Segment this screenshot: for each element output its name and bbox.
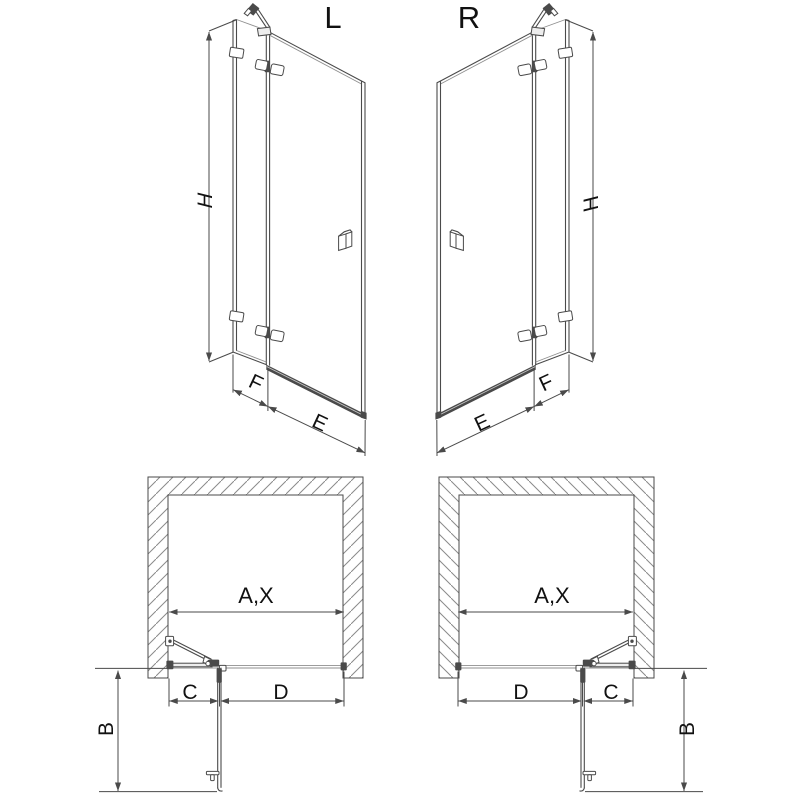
dim-label-height-right: H bbox=[579, 193, 603, 215]
plan-view-right bbox=[439, 477, 707, 792]
view-label-right: R bbox=[457, 0, 481, 35]
dim-label-d-left: D bbox=[273, 681, 289, 704]
dim-label-opening-right: A,X bbox=[534, 583, 570, 608]
dim-label-b-right: B bbox=[676, 721, 699, 737]
perspective-view-right bbox=[435, 0, 603, 456]
dim-label-fixed-left: F bbox=[245, 369, 267, 397]
dim-label-opening-left: A,X bbox=[238, 583, 274, 608]
dim-label-c-left: C bbox=[182, 681, 198, 704]
perspective-view-left bbox=[193, 0, 366, 456]
view-label-left: L bbox=[324, 0, 342, 35]
plan-view-left bbox=[95, 477, 363, 792]
dim-label-door-left: E bbox=[308, 409, 331, 437]
dim-label-b-left: B bbox=[95, 721, 118, 737]
dim-label-door-right: E bbox=[471, 409, 494, 437]
dim-label-c-right: C bbox=[603, 681, 619, 704]
dim-label-d-right: D bbox=[513, 681, 529, 704]
dim-label-height-left: H bbox=[193, 189, 217, 211]
dim-label-fixed-right: F bbox=[535, 369, 557, 397]
